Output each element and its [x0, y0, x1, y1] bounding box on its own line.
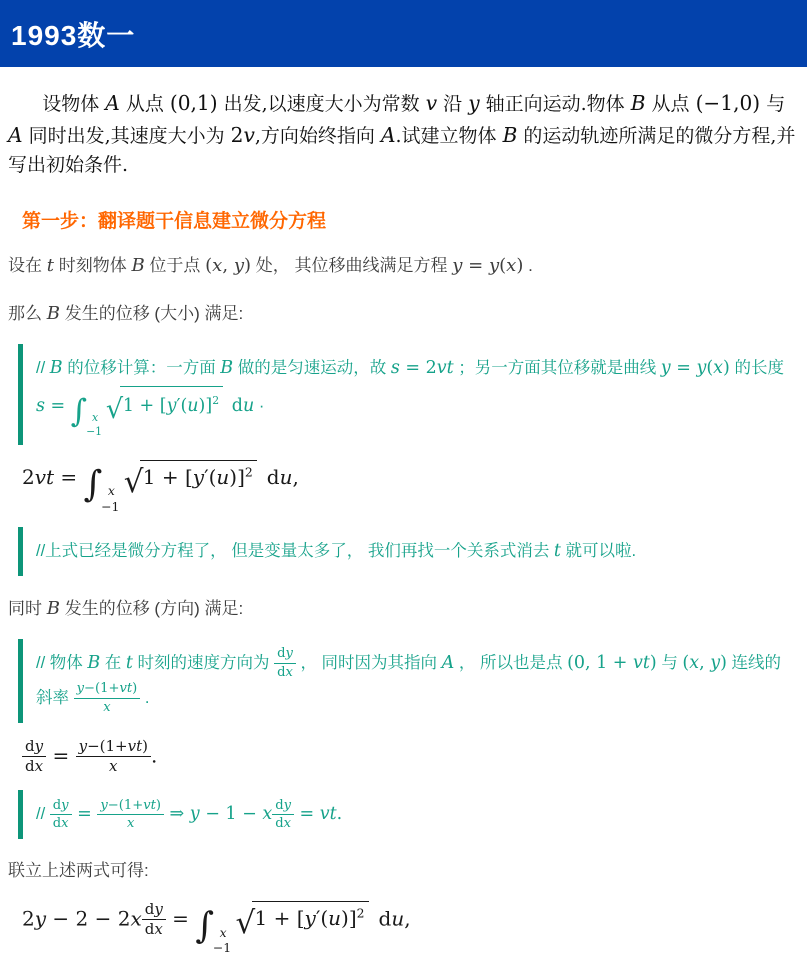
- equation-slope: $\frac{dy}{dx}$ = $\frac{y-(1+vt)}{x}$ .: [22, 738, 799, 776]
- para-combine: 联立上述两式可得:: [8, 860, 149, 880]
- page-header: [0, 0, 807, 67]
- page-title: 1993数一: [11, 19, 136, 51]
- para-displacement-magnitude: 那么 B 发生的位移 (大小) 满足:: [8, 303, 244, 325]
- equation-combined: 2y − 2 − 2x $\frac{dy}{dx}$ = ∫ x −1 $√1 + [y'(u)]^2$ du,: [22, 899, 411, 956]
- equation-arclength: 2vt = ∫ x −1 $√1 + [y'(u)]^2$ du,: [22, 460, 799, 514]
- problem-statement: 设物体 A 从点 (0,1) 出发,以速度大小为常数 v 沿 y 轴正向运动.物体 B 从点 (−1,0) 与 A 同时出发,其速度大小为 2v,方向始终指向 A.试建立物体 B 的运动轨迹所满足的微分方程,并写出初始条件.: [8, 91, 796, 177]
- comment-eliminate-t: //上式已经是微分方程了， 但是变量太多了， 我们再找一个关系式消去 t 就可以啦.: [18, 527, 799, 576]
- comment-displacement-calc: // B 的位移计算：一方面 B 做的是匀速运动，故 s = 2vt ；另一方面其位移就是曲线 y = y(x) 的长度 s = ∫ x −1 $√1 + [y'(u)]^2$ du ·: [18, 344, 799, 445]
- comment-derive: // $\frac{dy}{dx}$ = $\frac{y-(1+vt)}{x}$ ⇒ y − 1 − x $\frac{dy}{dx}$ = vt.: [18, 790, 799, 839]
- para-displacement-direction: 同时 B 发生的位移 (方向) 满足:: [8, 598, 244, 620]
- solution-content: [0, 67, 807, 961]
- para-setup: 设在 t 时刻物体 B 位于点 (x, y) 处， 其位移曲线满足方程 y = y(x) .: [8, 254, 533, 276]
- step1-heading: 第一步：翻译题干信息建立微分方程: [22, 210, 327, 232]
- comment-slope: // 物体 B 在 t 时刻的速度方向为 $\frac{dy}{dx}$ ， 同时因为其指向 A ， 所以也是点 (0, 1 + vt) 与 (x, y) 连线的斜率 $\frac{y-(1+vt)}{x}$ .: [18, 639, 799, 723]
